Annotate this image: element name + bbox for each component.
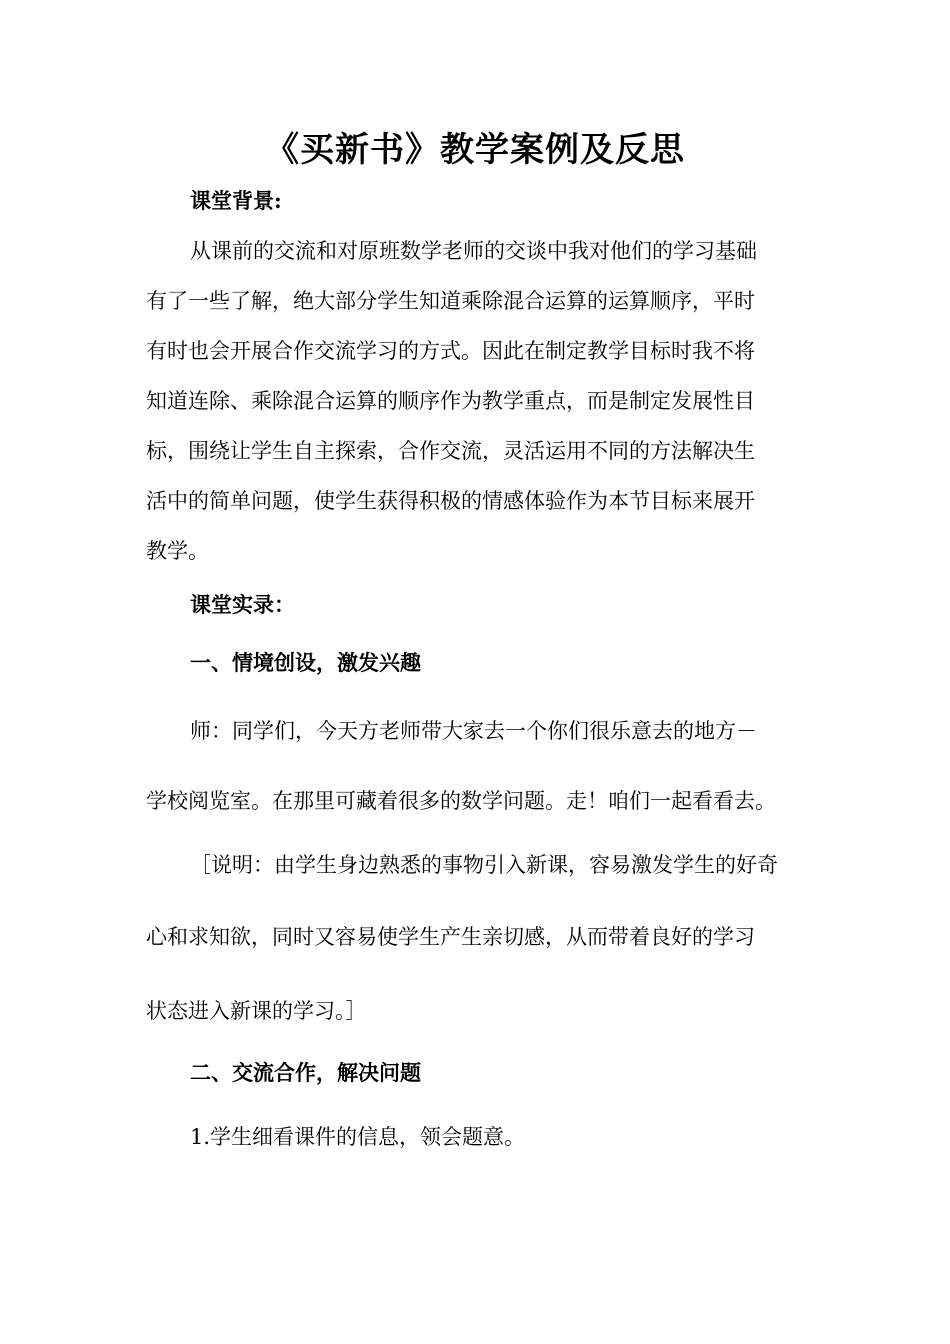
record-heading: 课堂实录： bbox=[190, 592, 295, 617]
background-heading: 课堂背景: bbox=[190, 188, 282, 213]
section2-line-1: 1.学生细看课件的信息，领会题意。 bbox=[190, 1125, 526, 1149]
section1-line-2: 学校阅览室。在那里可藏着很多的数学问题。走！咱们一起看看去。 bbox=[146, 789, 776, 813]
section2-heading: 二、交流合作，解决问题 bbox=[190, 1060, 421, 1085]
background-line-4: 知道连除、乘除混合运算的顺序作为教学重点，而是制定发展性目 bbox=[146, 389, 755, 413]
document-title: 《买新书》教学案例及反思 bbox=[265, 130, 685, 170]
section1-note-line-2: 心和求知欲，同时又容易使学生产生亲切感，从而带着良好的学习 bbox=[146, 925, 755, 949]
section1-note-line-3: 状态进入新课的学习。］ bbox=[146, 999, 367, 1023]
background-line-6: 活中的简单问题，使学生获得积极的情感体验作为本节目标来展开 bbox=[146, 489, 755, 513]
section1-line-1: 师：同学们，今天方老师带大家去一个你们很乐意去的地方－ bbox=[190, 719, 757, 743]
background-line-2: 有了一些了解，绝大部分学生知道乘除混合运算的运算顺序，平时 bbox=[146, 289, 755, 313]
background-line-7: 教学。 bbox=[146, 539, 209, 563]
section1-heading: 一、情境创设，激发兴趣 bbox=[190, 650, 421, 675]
background-line-5: 标，围绕让学生自主探索，合作交流，灵活运用不同的方法解决生 bbox=[146, 439, 755, 463]
background-line-3: 有时也会开展合作交流学习的方式。因此在制定教学目标时我不将 bbox=[146, 339, 755, 363]
section1-note-line-1: ［说明：由学生身边熟悉的事物引入新课，容易激发学生的好奇 bbox=[190, 853, 778, 877]
background-line-1: 从课前的交流和对原班数学老师的交谈中我对他们的学习基础 bbox=[190, 239, 757, 263]
